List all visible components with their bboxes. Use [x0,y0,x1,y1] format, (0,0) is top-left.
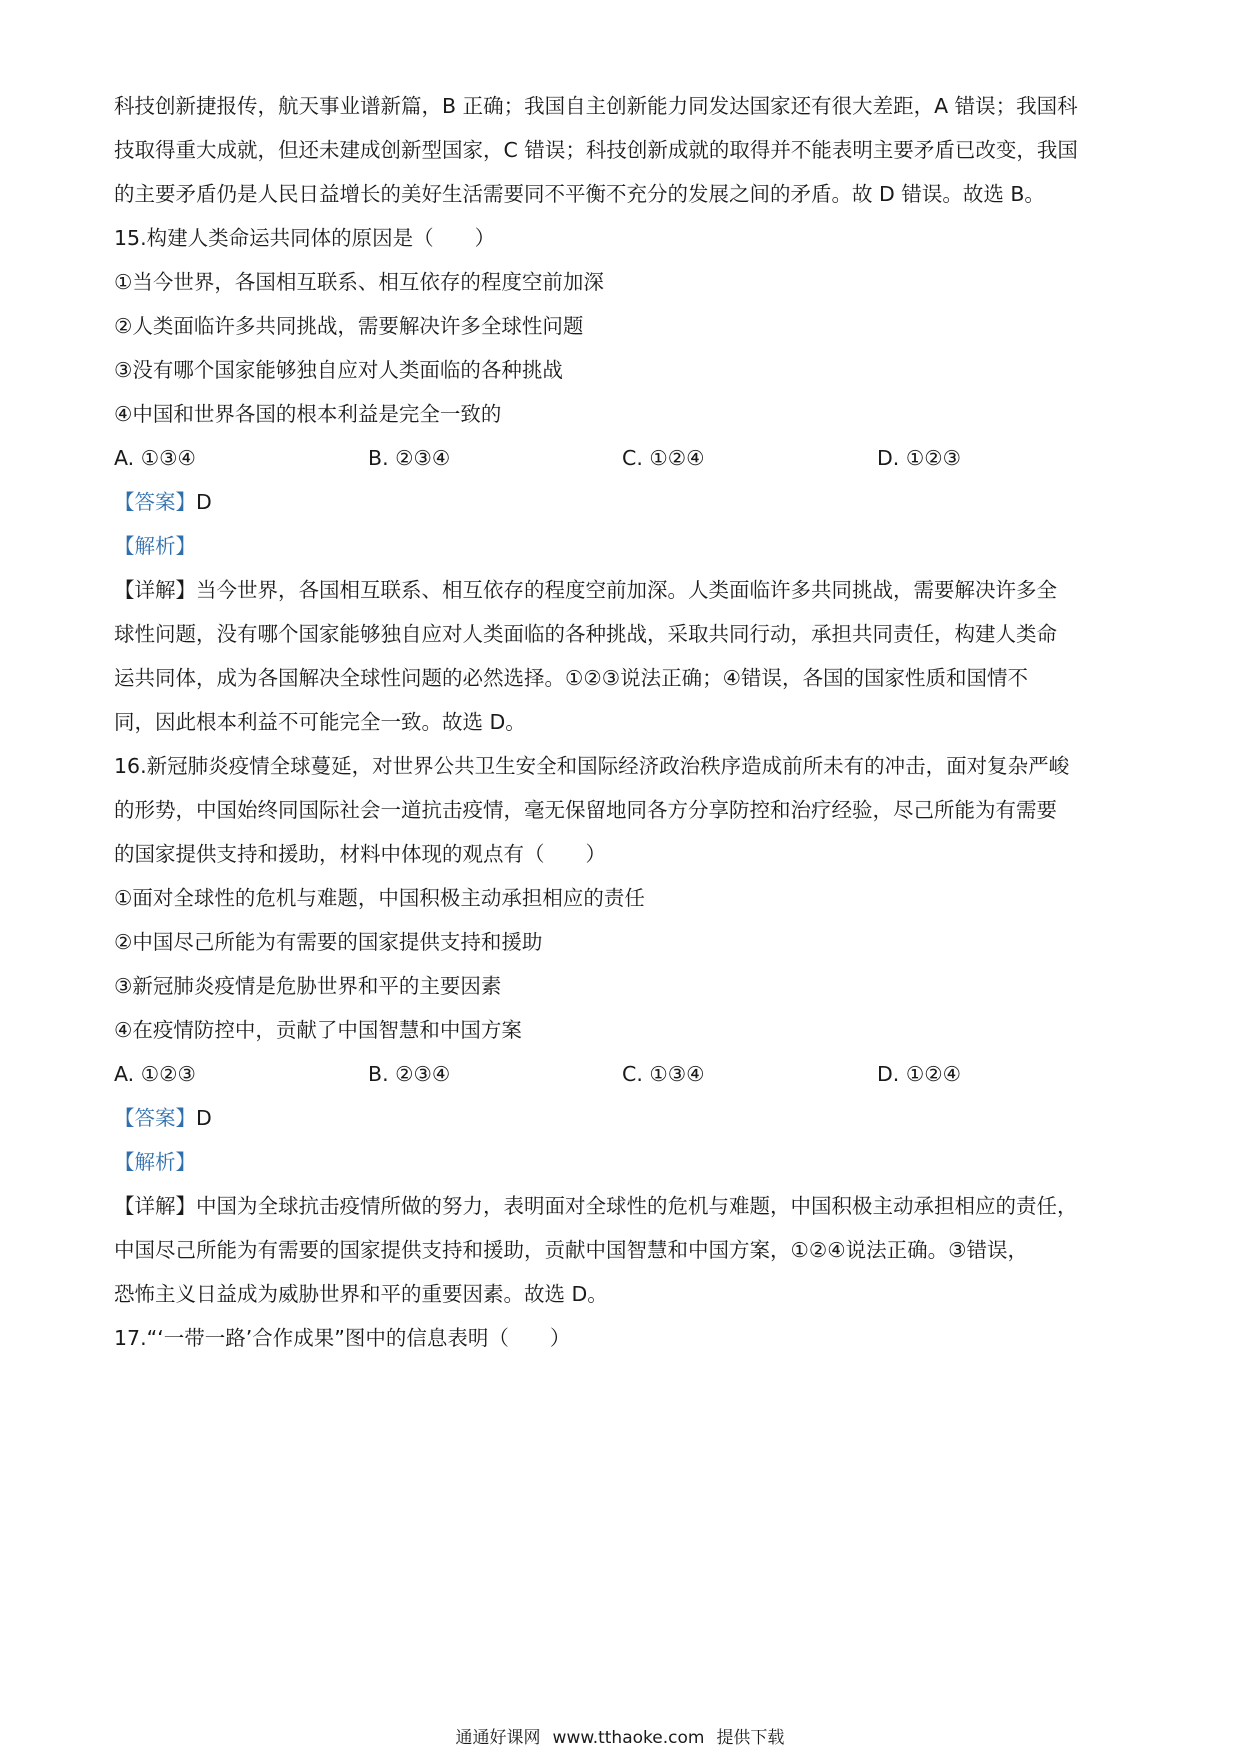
q16-statement: ②中国尽己所能为有需要的国家提供支持和援助 [114,930,543,954]
q16-statement: ①面对全球性的危机与难题，中国积极主动承担相应的责任 [114,886,645,910]
q15-statement: ①当今世界，各国相互联系、相互依存的程度空前加深 [114,270,604,294]
detail-tag: 【详解】 [114,578,196,602]
q16-option-b: B. ②③④ [368,1062,451,1086]
q16-option-a: A. ①②③ [114,1062,196,1086]
footer-url[interactable]: www.tthaoke.com [552,1728,705,1748]
q16-option-c: C. ①③④ [622,1062,705,1086]
q16-stem-line: 的形势，中国始终同国际社会一道抗击疫情，毫无保留地同各方分享防控和治疗经验，尽己所能为有需要 [114,798,1057,822]
q15-detail-line: 运共同体，成为各国解决全球性问题的必然选择。①②③说法正确；④错误，各国的国家性质和国情不 [114,666,1029,690]
q16-option-d: D. ①②④ [877,1062,961,1086]
detail-text: 中国为全球抗击疫情所做的努力，表明面对全球性的危机与难题，中国积极主动承担相应的责任， [196,1194,1078,1218]
intro-line: 的主要矛盾仍是人民日益增长的美好生活需要同不平衡不充分的发展之间的矛盾。故 D 错误。故选 B。 [114,182,1045,206]
answer-tag: 【答案】 [114,490,196,514]
q16-statement: ④在疫情防控中，贡献了中国智慧和中国方案 [114,1018,522,1042]
q15-statement: ②人类面临许多共同挑战，需要解决许多全球性问题 [114,314,584,338]
footer-suffix: 提供下载 [716,1728,785,1748]
answer-tag: 【答案】 [114,1106,196,1130]
q17-stem: 17.“‘一带一路’合作成果”图中的信息表明（ ） [114,1326,571,1350]
analysis-tag: 【解析】 [114,534,196,558]
detail-tag: 【详解】 [114,1194,196,1218]
q16-detail-line: 中国尽己所能为有需要的国家提供支持和援助，贡献中国智慧和中国方案，①②④说法正确。③错误， [114,1238,1029,1262]
answer-value: D [196,490,212,514]
detail-text: 当今世界，各国相互联系、相互依存的程度空前加深。人类面临许多共同挑战，需要解决许多全 [196,578,1057,602]
q15-answer [114,487,1134,517]
q15-detail-line [114,575,1134,605]
q15-detail-line: 球性问题，没有哪个国家能够独自应对人类面临的各种挑战，采取共同行动，承担共同责任，构建人类命 [114,622,1057,646]
q15-detail-line: 同，因此根本利益不可能完全一致。故选 D。 [114,710,526,734]
page-footer [0,1726,1240,1750]
q15-statement: ③没有哪个国家能够独自应对人类面临的各种挑战 [114,358,563,382]
footer-site-name: 通通好课网 [455,1728,541,1748]
q15-stem: 15.构建人类命运共同体的原因是（ ） [114,226,496,250]
analysis-tag: 【解析】 [114,1150,196,1174]
q16-analysis [114,1147,1134,1177]
q16-answer [114,1103,1134,1133]
q16-stem-line: 的国家提供支持和援助，材料中体现的观点有（ ） [114,842,606,866]
answer-value: D [196,1106,212,1130]
q16-detail-line [114,1191,1134,1221]
q16-stem-line: 16.新冠肺炎疫情全球蔓延，对世界公共卫生安全和国际经济政治秩序造成前所未有的冲击，面对复杂严峻 [114,754,1070,778]
q15-option-d: D. ①②③ [877,446,961,470]
intro-line: 技取得重大成就，但还未建成创新型国家，C 错误；科技创新成就的取得并不能表明主要矛盾已改变，我国 [114,138,1078,162]
q15-option-c: C. ①②④ [622,446,705,470]
q16-detail-line: 恐怖主义日益成为威胁世界和平的重要因素。故选 D。 [114,1282,608,1306]
intro-line: 科技创新捷报传，航天事业谱新篇，B 正确；我国自主创新能力同发达国家还有很大差距，A 错误；我国科 [114,94,1078,118]
q15-option-b: B. ②③④ [368,446,451,470]
q15-option-a: A. ①③④ [114,446,196,470]
q15-statement: ④中国和世界各国的根本利益是完全一致的 [114,402,502,426]
q15-analysis [114,531,1134,561]
q16-statement: ③新冠肺炎疫情是危胁世界和平的主要因素 [114,974,502,998]
